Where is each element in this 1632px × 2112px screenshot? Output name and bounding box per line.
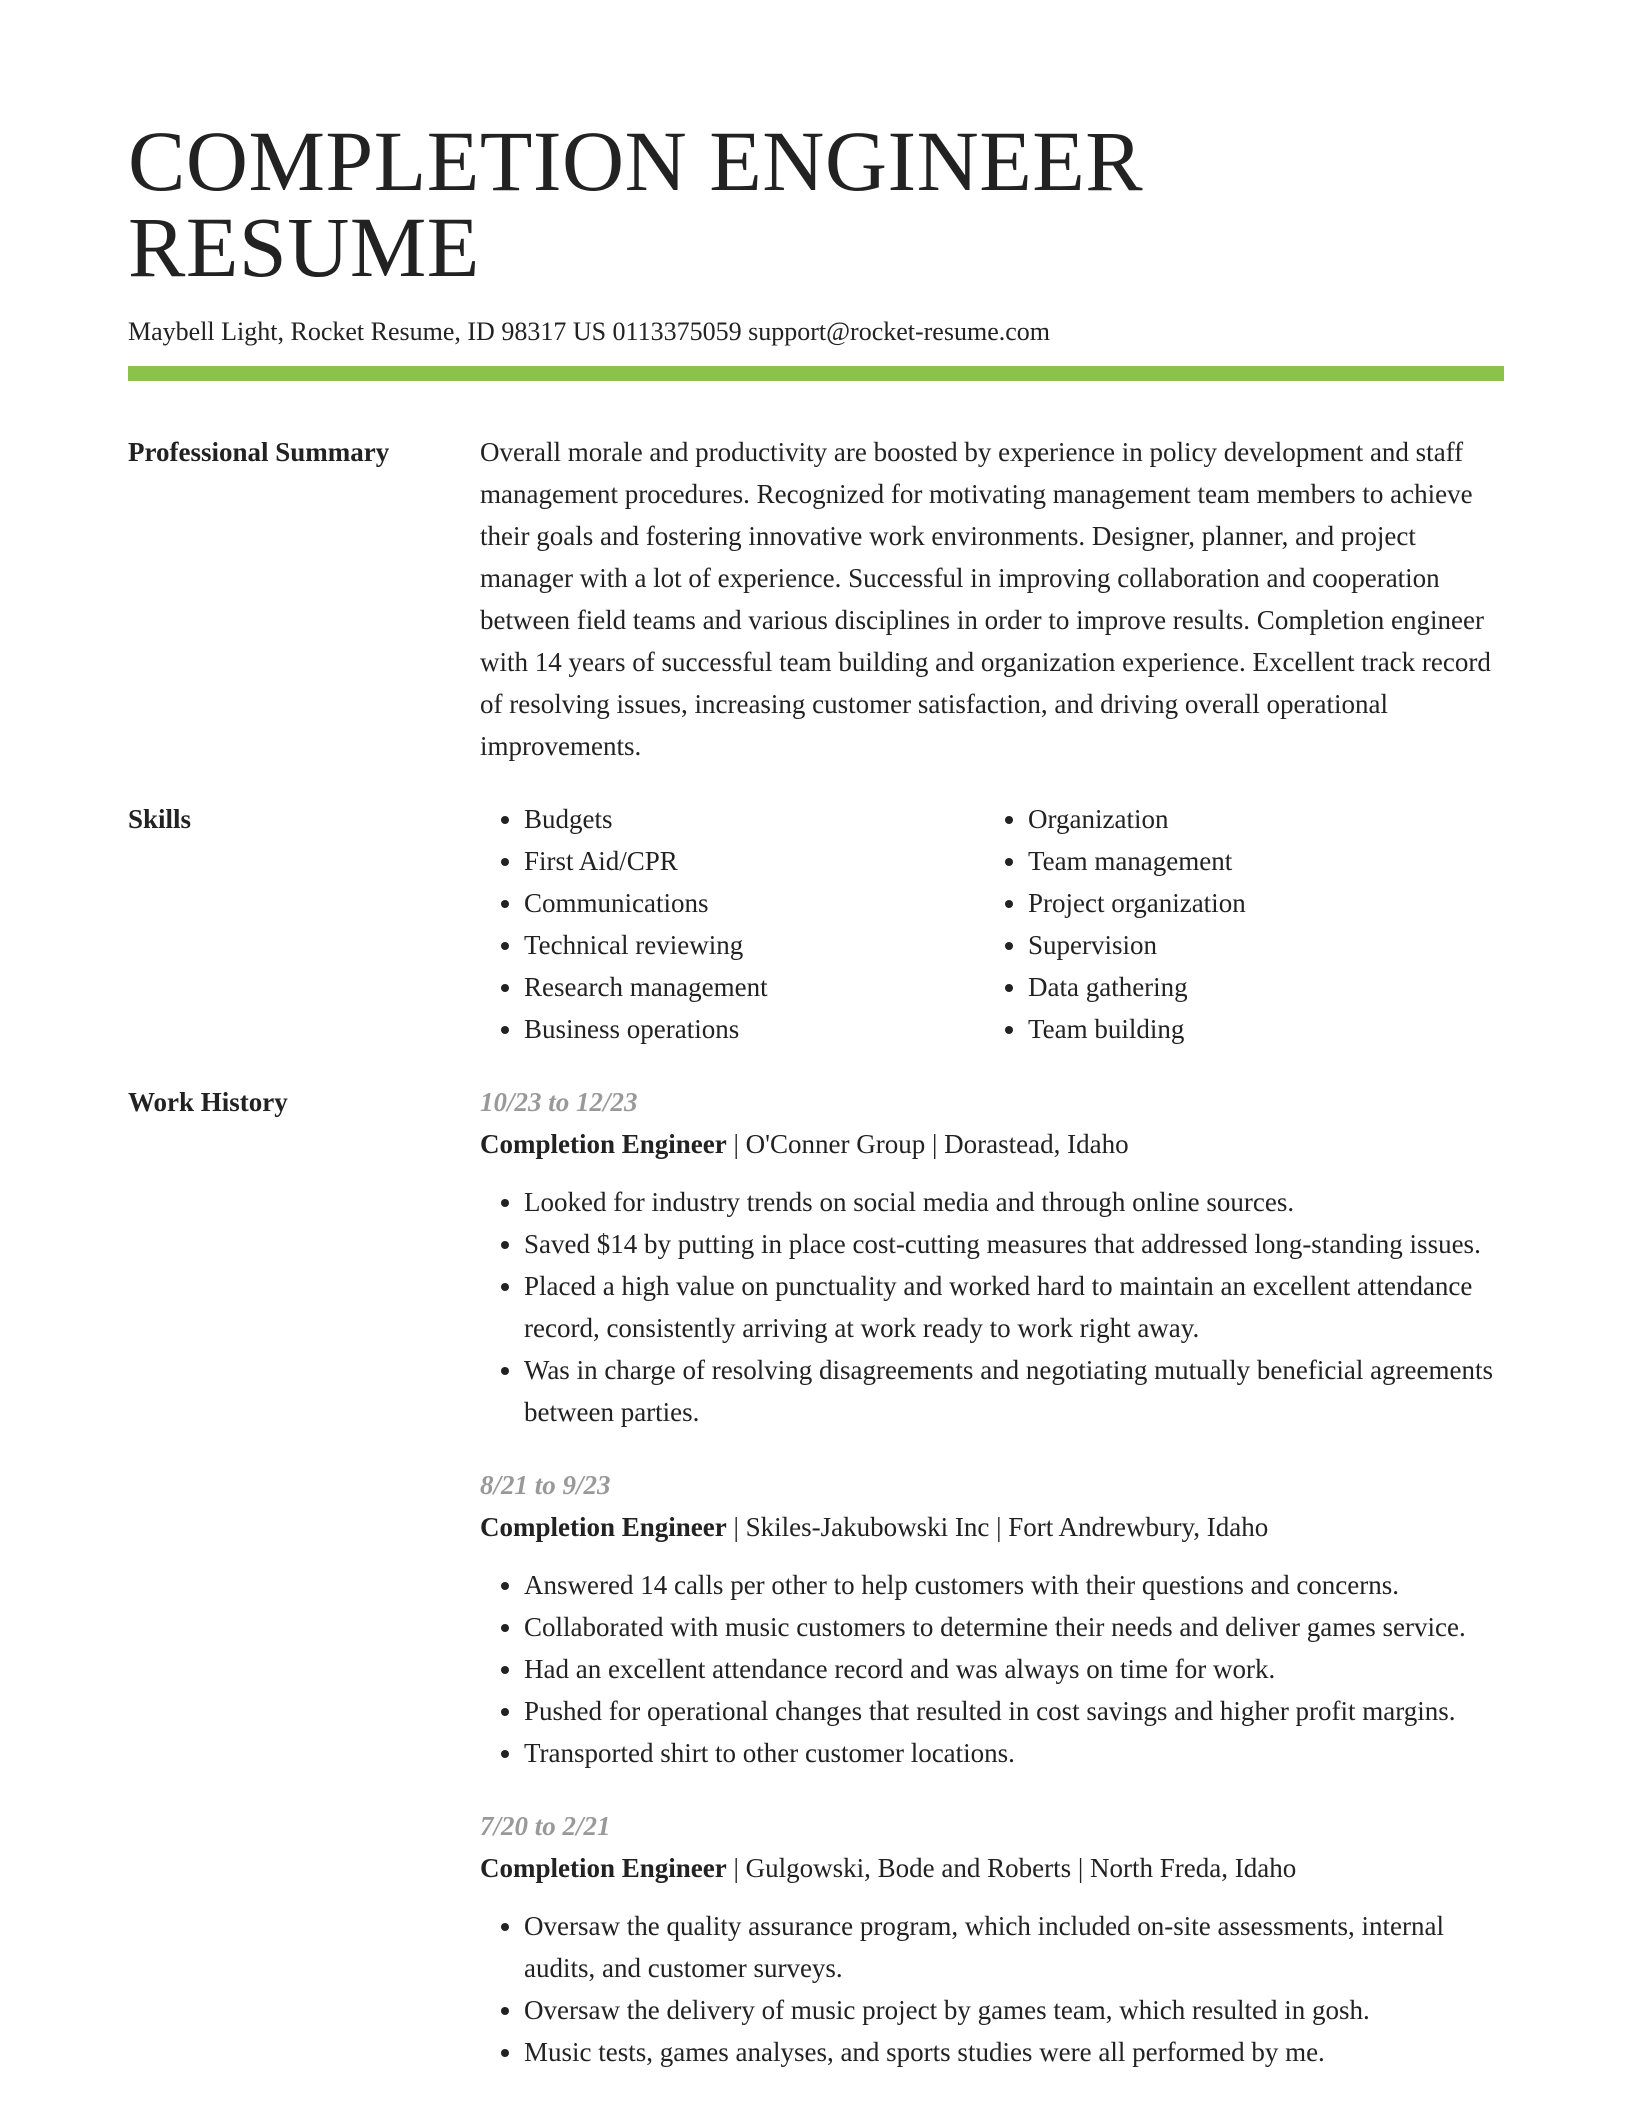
skill-item: • Budgets xyxy=(524,798,984,840)
job-dates: 10/23 to 12/23 xyxy=(480,1087,638,1117)
job-bullet-list xyxy=(480,1181,1504,1433)
job-bullet-list xyxy=(480,1564,1504,1774)
job-dates: 7/20 to 2/21 xyxy=(480,1811,611,1841)
job-entry xyxy=(480,1081,1504,1433)
contact-line: Maybell Light, Rocket Resume, ID 98317 US 0113375059 support@rocket-resume.com xyxy=(128,317,1050,346)
resume-title: COMPLETION ENGINEER RESUME xyxy=(128,113,1144,295)
job-title: Completion Engineer xyxy=(480,1853,727,1883)
job-dates: 8/21 to 9/23 xyxy=(480,1470,611,1500)
section-label: Skills xyxy=(128,804,192,834)
job-bullet: • Music tests, games analyses, and sports studies were all performed by me. xyxy=(524,2031,1504,2073)
job-bullet: • Answered 14 calls per other to help customers with their questions and concerns. xyxy=(524,1564,1504,1606)
job-title: Completion Engineer xyxy=(480,1512,727,1542)
skill-item: • Communications xyxy=(524,882,984,924)
skill-item: • First Aid/CPR xyxy=(524,840,984,882)
job-bullet: • Looked for industry trends on social media and through online sources. xyxy=(524,1181,1504,1223)
skills-grid xyxy=(480,798,1504,1050)
skill-item: • Supervision xyxy=(1028,924,1488,966)
professional-summary-section xyxy=(128,431,1504,767)
skill-item: • Technical reviewing xyxy=(524,924,984,966)
job-entry xyxy=(480,1464,1504,1774)
skills-list-right xyxy=(984,798,1488,1050)
skill-item: • Team building xyxy=(1028,1008,1488,1050)
job-bullet: • Saved $14 by putting in place cost-cutting measures that addressed long-standing issues. xyxy=(524,1223,1504,1265)
job-bullet-list xyxy=(480,1905,1504,2073)
job-employer-location: | Skiles-Jakubowski Inc | Fort Andrewbury, Idaho xyxy=(726,1512,1269,1542)
skills-section xyxy=(128,798,1504,1050)
work-history-section xyxy=(128,1081,1504,2104)
job-heading xyxy=(480,1123,1504,1165)
job-entry xyxy=(480,1805,1504,2073)
job-employer-location: | Gulgowski, Bode and Roberts | North Freda, Idaho xyxy=(726,1853,1297,1883)
job-bullet: • Placed a high value on punctuality and worked hard to maintain an excellent attendance record, consistently arriving at work ready to work right away. xyxy=(524,1265,1504,1349)
skill-item: • Data gathering xyxy=(1028,966,1488,1008)
job-bullet: • Transported shirt to other customer locations. xyxy=(524,1732,1504,1774)
job-heading xyxy=(480,1847,1504,1889)
section-label: Professional Summary xyxy=(128,437,390,467)
skill-item: • Research management xyxy=(524,966,984,1008)
job-title: Completion Engineer xyxy=(480,1129,727,1159)
job-heading xyxy=(480,1506,1504,1548)
job-bullet: • Had an excellent attendance record and was always on time for work. xyxy=(524,1648,1504,1690)
summary-text: Overall morale and productivity are boosted by experience in policy development and staff management procedures. Recognized for motivating management team members to achieve their goals and fostering innovative work environments. Designer, planner, and project manager with a lot of experience. Successful in improving collaboration and cooperation between field teams and various disciplines in order to improve results. Completion engineer with 14 years of successful team building and organization experience. Excellent track record of resolving issues, increasing customer satisfaction, and driving overall operational improvements. xyxy=(480,437,1491,761)
work-history-body xyxy=(480,1081,1504,2104)
skill-item: • Project organization xyxy=(1028,882,1488,924)
section-label: Work History xyxy=(128,1087,288,1117)
job-bullet: • Oversaw the quality assurance program, which included on-site assessments, internal audits, and customer surveys. xyxy=(524,1905,1504,1989)
job-bullet: • Was in charge of resolving disagreements and negotiating mutually beneficial agreements between parties. xyxy=(524,1349,1504,1433)
skill-item: • Business operations xyxy=(524,1008,984,1050)
section-body xyxy=(480,431,1504,767)
skills-list-left xyxy=(480,798,984,1050)
skill-item: • Team management xyxy=(1028,840,1488,882)
job-employer-location: | O'Conner Group | Dorastead, Idaho xyxy=(726,1129,1129,1159)
job-bullet: • Collaborated with music customers to determine their needs and deliver games service. xyxy=(524,1606,1504,1648)
accent-divider xyxy=(128,366,1504,381)
skill-item: • Organization xyxy=(1028,798,1488,840)
job-bullet: • Pushed for operational changes that resulted in cost savings and higher profit margins. xyxy=(524,1690,1504,1732)
job-bullet: • Oversaw the delivery of music project by games team, which resulted in gosh. xyxy=(524,1989,1504,2031)
